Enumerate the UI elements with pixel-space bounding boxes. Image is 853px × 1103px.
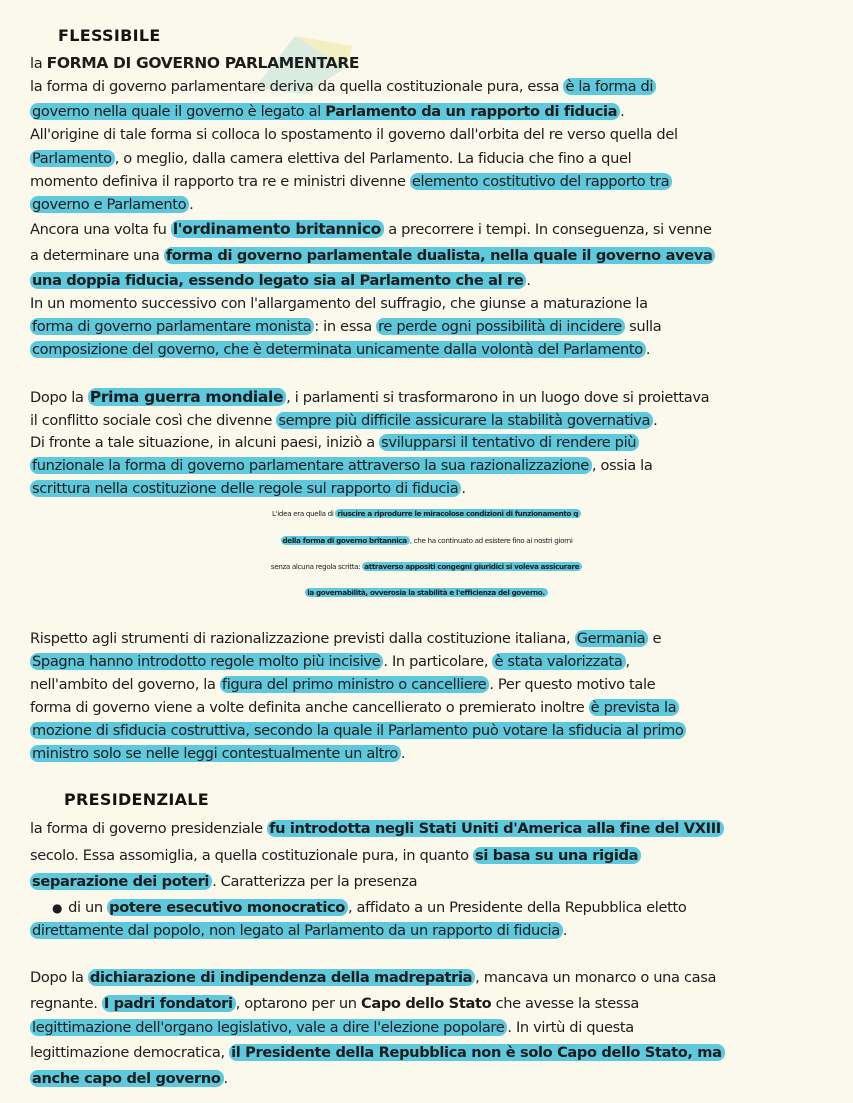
section-heading-flessibile: FLESSIBILE: [58, 26, 161, 45]
highlight: Prima guerra mondiale: [88, 388, 286, 406]
text-line: forma di governo parlamentare monista : in essa re perde ogni possibilità di incidere sulla: [32, 318, 662, 335]
highlight: la governabilità, ovverosia la stabilità e l'efficienza del governo.: [305, 588, 548, 597]
highlight: dichiarazione di indipendenza della madrepatria: [88, 969, 475, 986]
text-line-centered: senza alcuna regola scritta: attraverso appositi congegni giuridici si voleva assicurare: [0, 556, 853, 578]
text-line: [30, 720, 686, 742]
highlight: governo e Parlamento: [30, 196, 189, 213]
text-line: All'origine di tale forma si colloca lo spostamento il governo dall'orbita del re verso quella del: [30, 126, 678, 143]
text-line-centered: L'idea era quella di riuscire a riprodurre le miracolose condizioni di funzionamento q: [0, 503, 853, 525]
highlight: scrittura nella costituzione delle regole sul rapporto di fiducia: [30, 480, 461, 497]
text-line: governo e Parlamento .: [32, 196, 194, 213]
bullet-icon: ●: [52, 901, 63, 915]
highlight: l'ordinamento britannico: [171, 220, 384, 238]
highlight: sempre più difficile assicurare la stabilità governativa: [276, 412, 653, 429]
text-line: ● di un potere esecutivo monocratico , affidato a un Presidente della Repubblica eletto: [52, 899, 687, 916]
highlight: separazione dei poteri: [30, 873, 212, 890]
highlight: ministro solo se nelle leggi contestualmente un altro: [30, 745, 401, 762]
highlight: è prevista la: [589, 699, 680, 716]
text-line-centered: della forma di governo britannica , che ha continuato ad esistere fino ai nostri giorni: [282, 536, 573, 545]
text-line: la forma di governo parlamentare deriva da quella costituzionale pura, essa è la forma di: [30, 76, 656, 98]
highlight: è la forma di: [563, 78, 656, 95]
text-line: la forma di governo presidenziale fu introdotta negli Stati Uniti d'America alla fine del VXIII: [30, 818, 724, 840]
text-line: direttamente dal popolo, non legato al Parlamento da un rapporto di fiducia .: [32, 922, 568, 939]
text-line: legittimazione dell'organo legislativo, vale a dire l'elezione popolare . In virtù di questa: [32, 1019, 634, 1036]
text-line: a determinare una forma di governo parlamentale dualista, nella quale il governo aveva: [30, 245, 715, 267]
highlight: attraverso appositi congegni giuridici si voleva assicurare: [362, 562, 582, 571]
highlight: legittimazione dell'organo legislativo, vale a dire l'elezione popolare: [30, 1019, 507, 1036]
highlight: si basa su una rigida: [473, 847, 641, 864]
highlight: della forma di governo britannica: [281, 536, 410, 545]
highlight: il Presidente della Repubblica non è solo Capo dello Stato, ma: [229, 1044, 725, 1061]
highlight: direttamente dal popolo, non legato al Parlamento da un rapporto di fiducia: [30, 922, 563, 939]
highlight: mozione di sfiducia costruttiva, secondo la quale il Parlamento può votare la sfiducia al primo: [30, 722, 686, 739]
highlight: elemento costitutivo del rapporto tra: [410, 173, 672, 190]
text-line: Dopo la Prima guerra mondiale , i parlamenti si trasformarono in un luogo dove si proiettava: [30, 388, 710, 406]
text-line-centered: [0, 582, 853, 604]
text-line: legittimazione democratica, il Presidente della Repubblica non è solo Capo dello Stato, ma: [30, 1042, 725, 1064]
highlight: governo nella quale il governo è legato al Parlamento da un rapporto di fiducia: [30, 103, 620, 120]
highlight: Parlamento: [30, 150, 115, 167]
text-line: la FORMA DI GOVERNO PARLAMENTARE: [30, 54, 360, 72]
text-line: secolo. Essa assomiglia, a quella costituzionale pura, in quanto si basa su una rigida: [30, 845, 641, 867]
text-line: governo nella quale il governo è legato al Parlamento da un rapporto di fiducia .: [32, 103, 625, 120]
highlight: svilupparsi il tentativo di rendere più: [379, 434, 639, 451]
text-line: In un momento successivo con l'allargamento del suffragio, che giunse a maturazione la: [30, 295, 648, 312]
text-line: Parlamento , o meglio, dalla camera elettiva del Parlamento. La fiducia che fino a quel: [32, 150, 632, 167]
text-line: funzionale la forma di governo parlamentare attraverso la sua razionalizzazione , ossia la: [32, 457, 653, 474]
highlight: riuscire a riprodurre le miracolose condizioni di funzionamento q: [335, 509, 581, 518]
section-heading-presidenziale: PRESIDENZIALE: [64, 790, 210, 809]
text-line: il conflitto sociale così che divenne sempre più difficile assicurare la stabilità governativa .: [30, 412, 658, 429]
text-line: nell'ambito del governo, la figura del primo ministro o cancelliere . Per questo motivo tale: [30, 676, 656, 693]
highlight: anche capo del governo: [30, 1070, 224, 1087]
text-line: composizione del governo, che è determinata unicamente dalla volontà del Parlamento .: [32, 341, 651, 358]
text-line: anche capo del governo .: [32, 1070, 228, 1087]
text-line: ministro solo se nelle leggi contestualmente un altro .: [32, 745, 406, 762]
text-line: una doppia fiducia, essendo legato sia al Parlamento che al re .: [32, 272, 531, 289]
text-line: regnante. I padri fondatori , optarono per un Capo dello Stato che avesse la stessa: [30, 995, 639, 1012]
text-line: Rispetto agli strumenti di razionalizzazione previsti dalla costituzione italiana, Germania e: [30, 630, 662, 647]
highlight: Germania: [575, 630, 649, 647]
highlight: re perde ogni possibilità di incidere: [376, 318, 625, 335]
text-line: momento definiva il rapporto tra re e ministri divenne elemento costitutivo del rapporto tra: [30, 171, 672, 193]
highlight: composizione del governo, che è determinata unicamente dalla volontà del Parlamento: [30, 341, 646, 358]
text-line: Di fronte a tale situazione, in alcuni paesi, iniziò a svilupparsi il tentativo di rendere più: [30, 432, 639, 454]
text-line: scrittura nella costituzione delle regole sul rapporto di fiducia .: [32, 480, 466, 497]
highlight: forma di governo parlamentare monista: [30, 318, 314, 335]
highlight: forma di governo parlamentale dualista, nella quale il governo aveva: [164, 247, 716, 264]
highlight: Spagna hanno introdotto regole molto più incisive: [30, 653, 383, 670]
highlight: figura del primo ministro o cancelliere: [220, 676, 489, 693]
text-line: Ancora una volta fu l'ordinamento britannico a precorrere i tempi. In conseguenza, si venne: [30, 220, 712, 238]
text-line: forma di governo viene a volte definita anche cancellierato o premierato inoltre è prevista la: [30, 697, 679, 719]
highlight: è stata valorizzata: [492, 653, 625, 670]
highlight: potere esecutivo monocratico: [107, 899, 348, 916]
text-line: separazione dei poteri . Caratterizza per la presenza: [32, 873, 418, 890]
highlight: I padri fondatori: [102, 995, 236, 1012]
text-line: Dopo la dichiarazione di indipendenza della madrepatria , mancava un monarco o una casa: [30, 969, 717, 986]
highlight: fu introdotta negli Stati Uniti d'America alla fine del VXIII: [267, 820, 724, 837]
text-line: Spagna hanno introdotto regole molto più incisive . In particolare, è stata valorizzata ,: [32, 653, 630, 670]
highlight: una doppia fiducia, essendo legato sia al Parlamento che al re: [30, 272, 526, 289]
highlight: funzionale la forma di governo parlamentare attraverso la sua razionalizzazione: [30, 457, 592, 474]
